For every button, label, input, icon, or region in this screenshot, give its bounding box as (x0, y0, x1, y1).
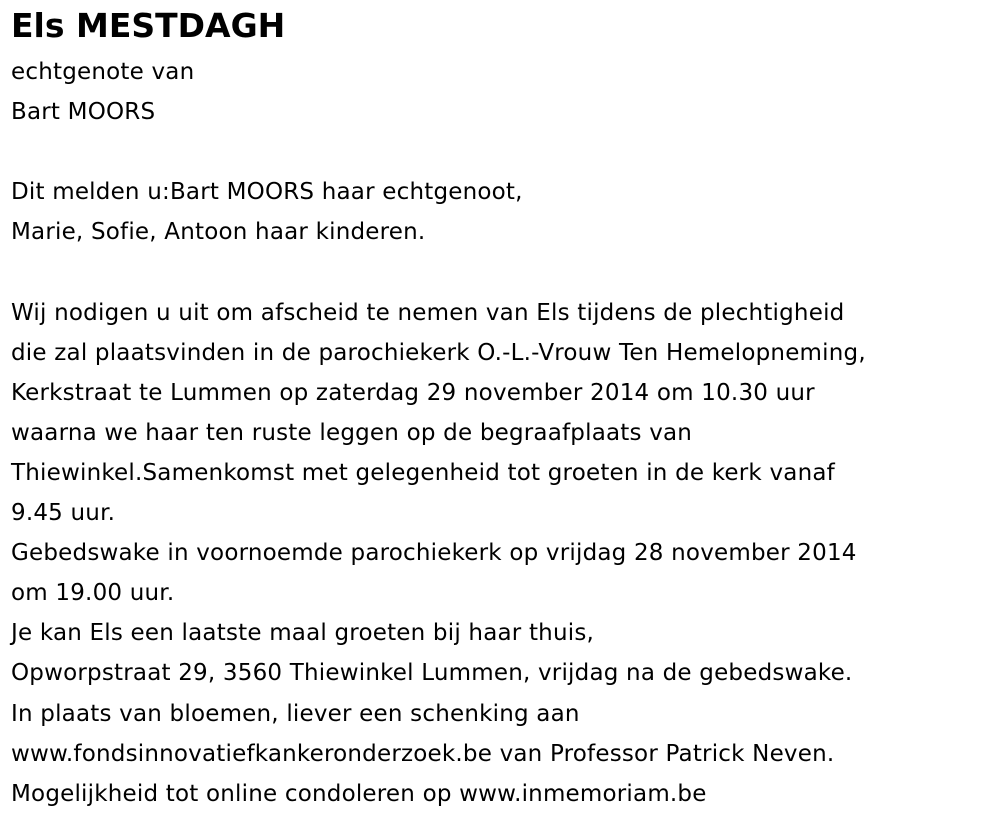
body-line: Kerkstraat te Lummen op zaterdag 29 november 2014 om 10.30 uur (11, 379, 815, 406)
ceremony-details (11, 293, 991, 814)
announced-by-line: Marie, Sofie, Antoon haar kinderen. (11, 219, 426, 246)
body-line: In plaats van bloemen, liever een schenking aan (11, 700, 580, 727)
body-line: Opworpstraat 29, 3560 Thiewinkel Lummen, vrijdag na de gebedswake. (11, 660, 853, 687)
body-line: Wij nodigen u uit om afscheid te nemen van Els tijdens de plechtigheid (11, 299, 845, 326)
deceased-name: Els MESTDAGH (11, 6, 286, 45)
body-line: om 19.00 uur. (11, 580, 175, 607)
partner-name: Bart MOORS (11, 99, 156, 126)
spacer (11, 132, 991, 172)
relation-text: echtgenote van (11, 59, 195, 85)
obituary-notice (11, 0, 991, 814)
body-line: 9.45 uur. (11, 500, 116, 527)
body-line: waarna we haar ten ruste leggen op de begraafplaats van (11, 419, 693, 446)
body-line: www.fondsinnovatiefkankeronderzoek.be van Professor Patrick Neven. (11, 740, 835, 767)
body-line: Mogelijkheid tot online condoleren op www.inmemoriam.be (11, 780, 707, 807)
body-line: die zal plaatsvinden in de parochiekerk O.-L.-Vrouw Ten Hemelopneming, (11, 339, 866, 366)
body-line: Je kan Els een laatste maal groeten bij haar thuis, (11, 620, 595, 647)
body-line: Thiewinkel.Samenkomst met gelegenheid tot groeten in de kerk vanaf (11, 459, 835, 486)
announced-by-block (11, 172, 991, 252)
announced-by-line: Dit melden u:Bart MOORS haar echtgenoot, (11, 179, 523, 206)
body-line: Gebedswake in voornoemde parochiekerk op vrijdag 28 november 2014 (11, 540, 857, 567)
spacer (11, 252, 991, 292)
